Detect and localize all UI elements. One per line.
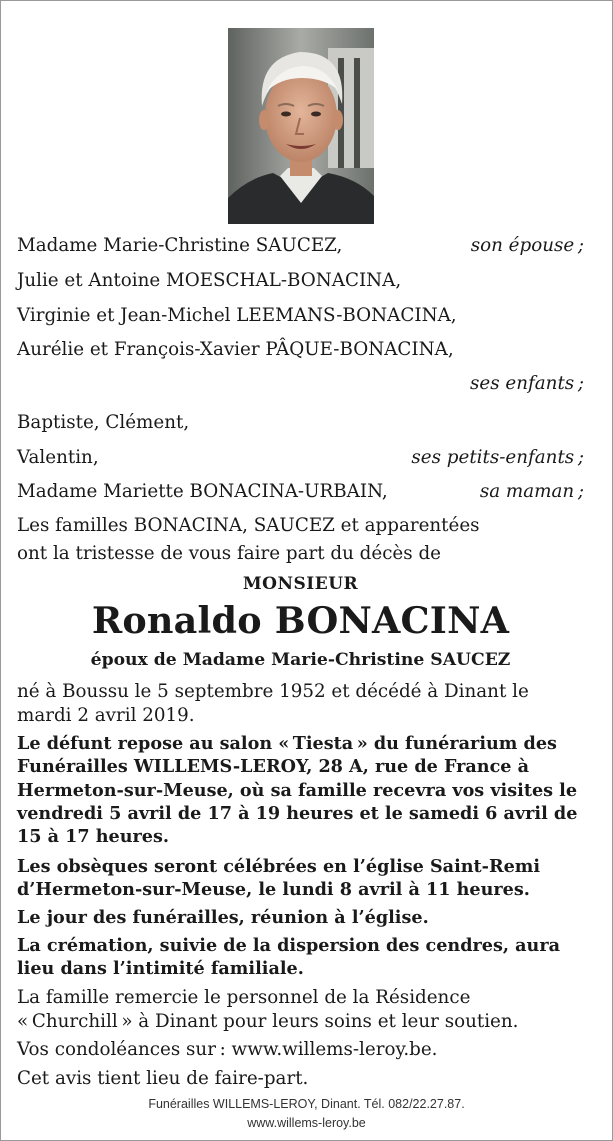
family-member-name: Virginie et Jean-Michel LEEMANS-BONACINA, [17,305,457,326]
visitation-paragraph: Le défunt repose au salon « Tiesta » du funérarium des Funérailles WILLEMS-LEROY, 28 A, rue de France à Hermeton-sur-Meuse, où sa famille recevra vos visites le vendredi 5 avril de 17 à 19 heures et le samedi 6 avril de 15 à 17 heures. [17,733,578,848]
church-meeting-paragraph: Le jour des funérailles, réunion à l’église. [17,907,429,928]
family-relation: ses petits-enfants ; [411,447,584,468]
deceased-title: MONSIEUR [242,574,359,594]
family-relation: ses enfants ; [470,373,584,394]
portrait-photo [228,28,374,224]
family-member-name: Baptiste, Clément, [17,412,190,433]
cremation-paragraph: La crémation, suivie de la dispersion des cendres, aura lieu dans l’intimité familiale. [17,935,561,980]
footer-website: www.willems-leroy.be [247,1116,366,1130]
funeral-paragraph: Les obsèques seront célébrées en l’église Saint-Remi d’Hermeton-sur-Meuse, le lundi 8 avril à 11 heures. [17,856,541,901]
family-relation: son épouse ; [470,235,584,256]
thanks-paragraph: La famille remercie le personnel de la Résidence « Churchill » à Dinant pour leurs soins et leur soutien. [17,987,519,1032]
deceased-name: Ronaldo BONACINA [91,599,510,642]
family-member-name: Madame Marie-Christine SAUCEZ, [17,235,343,256]
deceased-spouse-line: époux de Madame Marie-Christine SAUCEZ [90,650,511,670]
family-member-name: Madame Mariette BONACINA-URBAIN, [17,481,388,502]
notice-paragraph: Cet avis tient lieu de faire-part. [17,1068,309,1089]
family-relation: sa maman ; [479,481,584,502]
family-member-name: Aurélie et François-Xavier PÂQUE-BONACINA, [17,339,454,360]
family-member-name: Julie et Antoine MOESCHAL-BONACINA, [17,270,402,291]
birth-death-paragraph: né à Boussu le 5 septembre 1952 et décédé à Dinant le mardi 2 avril 2019. [17,681,529,726]
condolences-paragraph: Vos condoléances sur : www.willems-leroy.be. [17,1039,438,1060]
footer-company: Funérailles WILLEMS-LEROY, Dinant. Tél. 082/22.27.87. [148,1097,465,1111]
family-member-name: Valentin, [17,447,99,468]
